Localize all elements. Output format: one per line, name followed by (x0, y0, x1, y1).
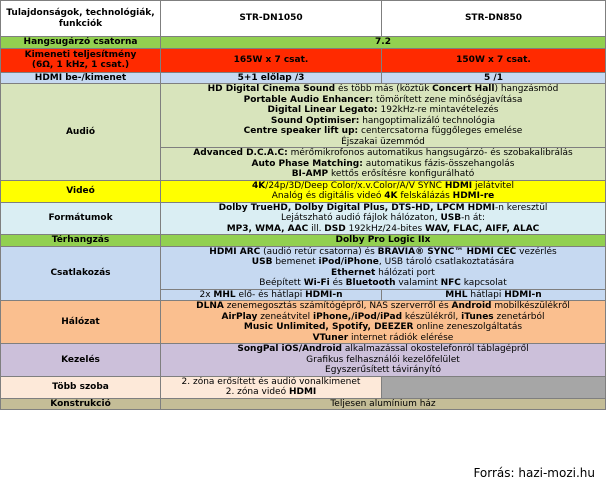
construction-value: Teljesen alumínium ház (161, 398, 606, 410)
surround-value: Dolby Pro Logic IIx (161, 235, 606, 247)
video-label: Videó (1, 180, 161, 202)
power-model2: 150W x 7 csat. (382, 48, 606, 72)
video-line: 4K/24p/3D/Deep Color/x.v.Color/A/V SYNC HDMI jelátvitel (252, 180, 514, 191)
network-line: AirPlay zeneátvitel iPhone,/iPod/iPad készülékről, iTunes zenetárból (221, 311, 545, 322)
audio-line: Éjszakai üzemmód (341, 136, 425, 147)
audio-line: Auto Phase Matching: automatikus fázis-összehangolás (251, 158, 515, 169)
power-label-line2: (6Ω, 1 kHz, 1 csat.) (31, 60, 130, 70)
source-credit: Forrás: hazi-mozi.hu (473, 466, 595, 480)
surround-row (1, 235, 606, 247)
mhl-model1: 2x MHL elő- és hátlapi HDMI-n (161, 289, 382, 301)
multiroom-line1: 2. zóna erősített és audió vonalkimenet (181, 376, 361, 387)
video-features (161, 180, 606, 202)
control-line: Egyszerűsített távirányító (325, 365, 441, 375)
formats-features (161, 202, 606, 235)
header-feature-label: Tulajdonságok, technológiák, funkciók (1, 1, 161, 37)
construction-row (1, 398, 606, 410)
mhl-model2: MHL hátlapi HDMI-n (382, 289, 606, 301)
hdmi-io-model2: 5 /1 (382, 72, 606, 84)
video-line: Analóg és digitális videó 4K felskálázás HDMI-re (271, 191, 495, 201)
power-label-line1: Kimeneti teljesítmény (24, 49, 137, 60)
audio-line: Centre speaker lift up: centercsatorna függőleges emelése (243, 126, 523, 136)
network-row (1, 301, 606, 344)
speaker-channels-value: 7.2 (161, 37, 606, 49)
model2-header: STR-DN850 (382, 1, 606, 37)
connections-line: Beépített Wi-Fi és Bluetooth valamint NFC kapcsolat (259, 278, 507, 288)
connections-label: Csatlakozás (1, 246, 161, 301)
multiroom-label: Több szoba (1, 376, 161, 398)
surround-label: Térhangzás (1, 235, 161, 247)
connections-line: Ethernet hálózati port (331, 267, 435, 278)
audio-line: Advanced D.C.A.C: mérőmikrofonos automatikus hangsugárzó- és szobakalibrálás (193, 148, 573, 158)
audio-line: Sound Optimiser: hangoptimalizáló technológia (270, 115, 496, 126)
audio-line: BI-AMP kettős erősítésre konfigurálható (291, 169, 475, 179)
control-line: SongPal iOS/Android alkalmazással okostelefonról táblagépről (237, 344, 529, 354)
audio-line: HD Digital Cinema Sound és több más (köztük Concert Hall) hangzásmód (207, 84, 559, 94)
network-label: Hálózat (1, 301, 161, 344)
network-line: VTuner internet rádiók elérése (312, 332, 454, 343)
audio-features-a (161, 84, 606, 148)
multiroom-row (1, 376, 606, 398)
speaker-channels-label: Hangsugárzó csatorna (1, 37, 161, 49)
multiroom-model1 (161, 376, 382, 398)
network-line: DLNA zenemegosztás számítógépről, NAS szerverről és Android mobilkészülékről (196, 301, 570, 311)
audio-line: Portable Audio Enhancer: tömörített zene minőségjavítása (243, 94, 523, 105)
control-row (1, 344, 606, 377)
hdmi-io-model1: 5+1 előlap /3 (161, 72, 382, 84)
multiroom-line2: 2. zóna videó HDMI (225, 387, 317, 397)
network-line: Music Unlimited, Spotify, DEEZER online zeneszolgáltatás (243, 322, 523, 332)
formats-line: Dolby TrueHD, Dolby Digital Plus, DTS-HD, LPCM HDMI-n keresztül (218, 202, 548, 213)
formats-row (1, 202, 606, 235)
header-row (1, 1, 606, 37)
construction-label: Konstrukció (1, 398, 161, 410)
control-label: Kezelés (1, 344, 161, 377)
connections-row (1, 246, 606, 289)
control-line: Grafikus felhasználói kezelőfelület (306, 354, 460, 365)
connections-line: HDMI ARC (audió retúr csatorna) és BRAVIA® SYNC™ HDMI CEC vezérlés (209, 246, 557, 257)
video-row (1, 180, 606, 202)
hdmi-io-row (1, 72, 606, 84)
control-features (161, 344, 606, 377)
formats-line: MP3, WMA, AAC ill. DSD 192kHz/24-bites WAV, FLAC, AIFF, ALAC (226, 223, 540, 234)
connections-features (161, 246, 606, 289)
audio-line: Digital Linear Legato: 192kHz-re mintavételezés (267, 105, 499, 115)
multiroom-model2-empty (382, 376, 606, 398)
audio-label: Audió (1, 84, 161, 181)
speaker-channels-row (1, 37, 606, 49)
power-model1: 165W x 7 csat. (161, 48, 382, 72)
formats-line: Lejátszható audió fájlok hálózaton, USB-n át: (280, 213, 485, 223)
network-features (161, 301, 606, 344)
audio-features-b (161, 148, 606, 181)
power-label (1, 48, 161, 72)
model1-header: STR-DN1050 (161, 1, 382, 37)
formats-label: Formátumok (1, 202, 161, 235)
power-row (1, 48, 606, 72)
hdmi-io-label: HDMI be-/kimenet (1, 72, 161, 84)
audio-row-a (1, 84, 606, 148)
connections-line: USB bemenet iPod/iPhone, USB tároló csatlakoztatására (251, 257, 515, 267)
